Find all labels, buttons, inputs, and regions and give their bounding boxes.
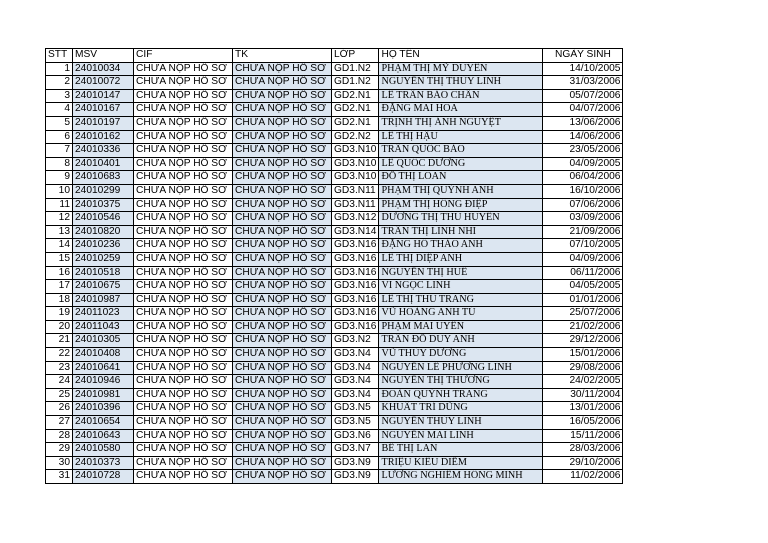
cell-stt[interactable]: 19 [46,307,73,321]
table-row [46,252,623,266]
cell-tk[interactable]: CHƯA NỘP HỒ SƠ [233,76,332,90]
cell-stt[interactable]: 8 [46,157,73,171]
cell-tk[interactable]: CHƯA NỘP HỒ SƠ [233,307,332,321]
table-row [46,470,623,484]
cell-lop[interactable]: GD3.N4 [332,388,379,402]
cell-msv[interactable]: 24010396 [73,402,134,416]
cell-msv[interactable]: 24010408 [73,348,134,362]
cell-msv[interactable]: 24010072 [73,76,134,90]
cell-cif[interactable]: CHƯA NỘP HỒ SƠ [134,470,233,484]
cell-ngay-sinh[interactable]: 31/03/2006 [543,76,623,90]
cell-ho-ten[interactable]: NGUYỄN THỊ THÙY LINH [379,76,543,90]
cell-cif[interactable]: CHƯA NỘP HỒ SƠ [134,388,233,402]
cell-lop[interactable]: GD3.N9 [332,470,379,484]
cell-cif[interactable]: CHƯA NỘP HỒ SƠ [134,62,233,76]
cell-lop[interactable]: GD3.N16 [332,307,379,321]
table-row [46,239,623,253]
table-row [46,225,623,239]
cell-lop[interactable]: GD3.N6 [332,429,379,443]
table-row [46,456,623,470]
cell-tk[interactable]: CHƯA NỘP HỒ SƠ [233,334,332,348]
cell-tk[interactable]: CHƯA NỘP HỒ SƠ [233,348,332,362]
cell-stt[interactable]: 11 [46,198,73,212]
cell-lop[interactable]: GD3.N12 [332,212,379,226]
table-row [46,184,623,198]
cell-ngay-sinh[interactable]: 11/02/2006 [543,470,623,484]
cell-stt[interactable]: 7 [46,144,73,158]
cell-msv[interactable]: 24010147 [73,89,134,103]
cell-cif[interactable]: CHƯA NỘP HỒ SƠ [134,266,233,280]
cell-lop[interactable]: GD3.N4 [332,348,379,362]
cell-cif[interactable]: CHƯA NỘP HỒ SƠ [134,171,233,185]
cell-cif[interactable]: CHƯA NỘP HỒ SƠ [134,130,233,144]
cell-tk[interactable]: CHƯA NỘP HỒ SƠ [233,252,332,266]
cell-msv[interactable]: 24010236 [73,239,134,253]
cell-ngay-sinh[interactable]: 16/10/2006 [543,184,623,198]
cell-ho-ten[interactable]: LÊ THỊ HẬU [379,130,543,144]
cell-lop[interactable]: GD3.N16 [332,280,379,294]
cell-ngay-sinh[interactable]: 04/07/2006 [543,103,623,117]
cell-stt[interactable]: 24 [46,375,73,389]
student-table [45,48,623,484]
cell-lop[interactable]: GD3.N16 [332,239,379,253]
cell-stt[interactable]: 16 [46,266,73,280]
cell-msv[interactable]: 24010683 [73,171,134,185]
cell-msv[interactable]: 24011023 [73,307,134,321]
cell-msv[interactable]: 24010259 [73,252,134,266]
cell-tk[interactable]: CHƯA NỘP HỒ SƠ [233,130,332,144]
table-row [46,443,623,457]
cell-msv[interactable]: 24010197 [73,116,134,130]
cell-ngay-sinh[interactable]: 28/03/2006 [543,443,623,457]
cell-tk[interactable]: CHƯA NỘP HỒ SƠ [233,62,332,76]
cell-stt[interactable]: 28 [46,429,73,443]
cell-cif[interactable]: CHƯA NỘP HỒ SƠ [134,416,233,430]
table-row [46,293,623,307]
table-row [46,144,623,158]
cell-lop[interactable]: GD2.N1 [332,89,379,103]
cell-ho-ten[interactable]: PHẠM THỊ HỒNG ĐIỆP [379,198,543,212]
cell-ho-ten[interactable]: VI NGỌC LINH [379,280,543,294]
cell-msv[interactable]: 24010518 [73,266,134,280]
table-row [46,130,623,144]
cell-msv[interactable]: 24010728 [73,470,134,484]
cell-lop[interactable]: GD3.N11 [332,198,379,212]
cell-lop[interactable]: GD3.N5 [332,416,379,430]
cell-cif[interactable]: CHƯA NỘP HỒ SƠ [134,76,233,90]
table-row [46,116,623,130]
cell-tk[interactable]: CHƯA NỘP HỒ SƠ [233,198,332,212]
cell-stt[interactable]: 31 [46,470,73,484]
cell-ho-ten[interactable]: PHẠM MAI UYÊN [379,320,543,334]
cell-tk[interactable]: CHƯA NỘP HỒ SƠ [233,116,332,130]
cell-tk[interactable]: CHƯA NỘP HỒ SƠ [233,429,332,443]
cell-ngay-sinh[interactable]: 13/06/2006 [543,116,623,130]
cell-ngay-sinh[interactable]: 29/08/2006 [543,361,623,375]
header-ho-ten[interactable]: HỌ TÊN [379,49,543,63]
cell-ho-ten[interactable]: TRỊNH THỊ ÁNH NGUYỆT [379,116,543,130]
header-stt[interactable]: STT [46,49,73,63]
cell-ngay-sinh[interactable]: 03/09/2006 [543,212,623,226]
cell-cif[interactable]: CHƯA NỘP HỒ SƠ [134,456,233,470]
cell-lop[interactable]: GD3.N4 [332,375,379,389]
cell-ho-ten[interactable]: VŨ HOÀNG ANH TÚ [379,307,543,321]
cell-ngay-sinh[interactable]: 06/04/2006 [543,171,623,185]
cell-stt[interactable]: 27 [46,416,73,430]
cell-cif[interactable]: CHƯA NỘP HỒ SƠ [134,198,233,212]
cell-ho-ten[interactable]: ĐOÀN QUỲNH TRANG [379,388,543,402]
cell-cif[interactable]: CHƯA NỘP HỒ SƠ [134,184,233,198]
cell-stt[interactable]: 30 [46,456,73,470]
cell-ho-ten[interactable]: NGUYỄN MAI LINH [379,429,543,443]
cell-msv[interactable]: 24010643 [73,429,134,443]
cell-tk[interactable]: CHƯA NỘP HỒ SƠ [233,89,332,103]
table-row [46,402,623,416]
cell-lop[interactable]: GD3.N11 [332,184,379,198]
cell-msv[interactable]: 24011043 [73,320,134,334]
cell-stt[interactable]: 5 [46,116,73,130]
cell-ho-ten[interactable]: VŨ THÙY DƯƠNG [379,348,543,362]
header-cif[interactable]: CIF [134,49,233,63]
header-lop[interactable]: LỚP [332,49,379,63]
cell-tk[interactable]: CHƯA NỘP HỒ SƠ [233,320,332,334]
cell-stt[interactable]: 17 [46,280,73,294]
cell-msv[interactable]: 24010299 [73,184,134,198]
cell-ngay-sinh[interactable]: 29/12/2006 [543,334,623,348]
cell-tk[interactable]: CHƯA NỘP HỒ SƠ [233,443,332,457]
table-row [46,198,623,212]
cell-ngay-sinh[interactable]: 01/01/2006 [543,293,623,307]
cell-cif[interactable]: CHƯA NỘP HỒ SƠ [134,103,233,117]
cell-ngay-sinh[interactable]: 25/07/2006 [543,307,623,321]
cell-tk[interactable]: CHƯA NỘP HỒ SƠ [233,361,332,375]
cell-stt[interactable]: 23 [46,361,73,375]
table-row [46,361,623,375]
cell-msv[interactable]: 24010167 [73,103,134,117]
cell-cif[interactable]: CHƯA NỘP HỒ SƠ [134,348,233,362]
cell-cif[interactable]: CHƯA NỘP HỒ SƠ [134,320,233,334]
cell-tk[interactable]: CHƯA NỘP HỒ SƠ [233,184,332,198]
cell-tk[interactable]: CHƯA NỘP HỒ SƠ [233,416,332,430]
cell-ho-ten[interactable]: PHẠM THỊ QUỲNH ANH [379,184,543,198]
cell-lop[interactable]: GD3.N2 [332,334,379,348]
cell-ngay-sinh[interactable]: 21/02/2006 [543,320,623,334]
cell-ho-ten[interactable]: TRẦN ĐỖ DUY ANH [379,334,543,348]
cell-ngay-sinh[interactable]: 04/09/2005 [543,157,623,171]
table-row [46,89,623,103]
table-row [46,320,623,334]
cell-stt[interactable]: 3 [46,89,73,103]
cell-tk[interactable]: CHƯA NỘP HỒ SƠ [233,293,332,307]
cell-ho-ten[interactable]: ĐẶNG MAI HOA [379,103,543,117]
cell-stt[interactable]: 25 [46,388,73,402]
table-row [46,76,623,90]
cell-ngay-sinh[interactable]: 13/01/2006 [543,402,623,416]
header-ngay-sinh[interactable]: NGÀY SINH [543,49,623,63]
cell-lop[interactable]: GD3.N16 [332,320,379,334]
cell-ngay-sinh[interactable]: 05/07/2006 [543,89,623,103]
cell-msv[interactable]: 24010373 [73,456,134,470]
cell-ngay-sinh[interactable]: 21/09/2006 [543,225,623,239]
table-row [46,416,623,430]
cell-ho-ten[interactable]: NGUYỄN THỊ THƯƠNG [379,375,543,389]
cell-tk[interactable]: CHƯA NỘP HỒ SƠ [233,157,332,171]
cell-stt[interactable]: 26 [46,402,73,416]
cell-lop[interactable]: GD3.N10 [332,171,379,185]
cell-cif[interactable]: CHƯA NỘP HỒ SƠ [134,293,233,307]
cell-lop[interactable]: GD3.N16 [332,266,379,280]
table-row [46,348,623,362]
header-tk[interactable]: TK [233,49,332,63]
table-row [46,280,623,294]
cell-lop[interactable]: GD3.N7 [332,443,379,457]
cell-stt[interactable]: 4 [46,103,73,117]
cell-cif[interactable]: CHƯA NỘP HỒ SƠ [134,239,233,253]
cell-lop[interactable]: GD3.N16 [332,252,379,266]
cell-lop[interactable]: GD3.N10 [332,157,379,171]
cell-msv[interactable]: 24010375 [73,198,134,212]
cell-ngay-sinh[interactable]: 16/05/2006 [543,416,623,430]
cell-msv[interactable]: 24010946 [73,375,134,389]
cell-ngay-sinh[interactable]: 30/11/2004 [543,388,623,402]
cell-tk[interactable]: CHƯA NỘP HỒ SƠ [233,375,332,389]
cell-stt[interactable]: 2 [46,76,73,90]
cell-stt[interactable]: 21 [46,334,73,348]
cell-ho-ten[interactable]: ĐẶNG HỒ THẢO ANH [379,239,543,253]
table-row [46,157,623,171]
cell-cif[interactable]: CHƯA NỘP HỒ SƠ [134,402,233,416]
cell-cif[interactable]: CHƯA NỘP HỒ SƠ [134,307,233,321]
cell-ngay-sinh[interactable]: 15/11/2006 [543,429,623,443]
cell-msv[interactable]: 24010546 [73,212,134,226]
cell-ngay-sinh[interactable]: 14/06/2006 [543,130,623,144]
cell-stt[interactable]: 12 [46,212,73,226]
cell-msv[interactable]: 24010820 [73,225,134,239]
cell-msv[interactable]: 24010401 [73,157,134,171]
cell-ho-ten[interactable]: ĐỖ THỊ LOAN [379,171,543,185]
cell-ho-ten[interactable]: LÊ THỊ DIỆP ANH [379,252,543,266]
cell-tk[interactable]: CHƯA NỘP HỒ SƠ [233,456,332,470]
cell-lop[interactable]: GD1.N2 [332,76,379,90]
cell-msv[interactable]: 24010336 [73,144,134,158]
cell-ngay-sinh[interactable]: 29/10/2006 [543,456,623,470]
cell-lop[interactable]: GD3.N16 [332,293,379,307]
cell-ngay-sinh[interactable]: 14/10/2005 [543,62,623,76]
cell-cif[interactable]: CHƯA NỘP HỒ SƠ [134,443,233,457]
cell-cif[interactable]: CHƯA NỘP HỒ SƠ [134,212,233,226]
cell-stt[interactable]: 1 [46,62,73,76]
cell-ngay-sinh[interactable]: 04/09/2006 [543,252,623,266]
cell-ngay-sinh[interactable]: 04/05/2005 [543,280,623,294]
cell-cif[interactable]: CHƯA NỘP HỒ SƠ [134,116,233,130]
cell-ho-ten[interactable]: BẾ THỊ LAN [379,443,543,457]
cell-tk[interactable]: CHƯA NỘP HỒ SƠ [233,212,332,226]
table-row [46,375,623,389]
cell-ho-ten[interactable]: TRẦN THỊ LINH NHI [379,225,543,239]
cell-cif[interactable]: CHƯA NỘP HỒ SƠ [134,375,233,389]
cell-stt[interactable]: 18 [46,293,73,307]
cell-cif[interactable]: CHƯA NỘP HỒ SƠ [134,225,233,239]
cell-msv[interactable]: 24010305 [73,334,134,348]
table-row [46,334,623,348]
cell-cif[interactable]: CHƯA NỘP HỒ SƠ [134,429,233,443]
table-row [46,266,623,280]
cell-tk[interactable]: CHƯA NỘP HỒ SƠ [233,280,332,294]
cell-ho-ten[interactable]: PHẠM THỊ MỸ DUYÊN [379,62,543,76]
cell-lop[interactable]: GD2.N1 [332,116,379,130]
cell-ho-ten[interactable]: NGUYỄN THỊ HUẾ [379,266,543,280]
cell-lop[interactable]: GD3.N10 [332,144,379,158]
cell-stt[interactable]: 10 [46,184,73,198]
cell-msv[interactable]: 24010981 [73,388,134,402]
cell-ho-ten[interactable]: LÊ QUỐC DƯƠNG [379,157,543,171]
cell-stt[interactable]: 15 [46,252,73,266]
cell-lop[interactable]: GD3.N4 [332,361,379,375]
cell-tk[interactable]: CHƯA NỘP HỒ SƠ [233,402,332,416]
cell-lop[interactable]: GD1.N2 [332,62,379,76]
cell-cif[interactable]: CHƯA NỘP HỒ SƠ [134,334,233,348]
header-row [46,49,623,63]
cell-stt[interactable]: 9 [46,171,73,185]
cell-cif[interactable]: CHƯA NỘP HỒ SƠ [134,280,233,294]
cell-tk[interactable]: CHƯA NỘP HỒ SƠ [233,266,332,280]
table-row [46,62,623,76]
table-row [46,388,623,402]
cell-stt[interactable]: 13 [46,225,73,239]
cell-msv[interactable]: 24010675 [73,280,134,294]
cell-msv[interactable]: 24010162 [73,130,134,144]
cell-tk[interactable]: CHƯA NỘP HỒ SƠ [233,470,332,484]
cell-ngay-sinh[interactable]: 06/11/2006 [543,266,623,280]
cell-cif[interactable]: CHƯA NỘP HỒ SƠ [134,361,233,375]
cell-ho-ten[interactable]: TRIỆU KIỀU DIỄM [379,456,543,470]
cell-msv[interactable]: 24010987 [73,293,134,307]
cell-stt[interactable]: 14 [46,239,73,253]
table-row [46,212,623,226]
cell-msv[interactable]: 24010641 [73,361,134,375]
cell-ngay-sinh[interactable]: 24/02/2005 [543,375,623,389]
cell-cif[interactable]: CHƯA NỘP HỒ SƠ [134,144,233,158]
cell-tk[interactable]: CHƯA NỘP HỒ SƠ [233,103,332,117]
cell-ho-ten[interactable]: DƯƠNG THỊ THU HUYỀN [379,212,543,226]
cell-cif[interactable]: CHƯA NỘP HỒ SƠ [134,157,233,171]
table-row [46,103,623,117]
table-row [46,429,623,443]
cell-ho-ten[interactable]: KHUẤT TRÍ DŨNG [379,402,543,416]
cell-lop[interactable]: GD3.N5 [332,402,379,416]
cell-ngay-sinh[interactable]: 07/10/2005 [543,239,623,253]
cell-cif[interactable]: CHƯA NỘP HỒ SƠ [134,89,233,103]
cell-lop[interactable]: GD2.N1 [332,103,379,117]
table-row [46,171,623,185]
cell-ho-ten[interactable]: TRẦN QUỐC BẢO [379,144,543,158]
cell-cif[interactable]: CHƯA NỘP HỒ SƠ [134,252,233,266]
cell-lop[interactable]: GD2.N2 [332,130,379,144]
cell-stt[interactable]: 22 [46,348,73,362]
cell-stt[interactable]: 29 [46,443,73,457]
cell-ho-ten[interactable]: LÊ THỊ THU TRANG [379,293,543,307]
cell-ho-ten[interactable]: NGUYỄN LÊ PHƯƠNG LINH [379,361,543,375]
header-msv[interactable]: MSV [73,49,134,63]
cell-tk[interactable]: CHƯA NỘP HỒ SƠ [233,144,332,158]
cell-msv[interactable]: 24010654 [73,416,134,430]
cell-ngay-sinh[interactable]: 07/06/2006 [543,198,623,212]
cell-tk[interactable]: CHƯA NỘP HỒ SƠ [233,388,332,402]
cell-ngay-sinh[interactable]: 15/01/2006 [543,348,623,362]
cell-ngay-sinh[interactable]: 23/05/2006 [543,144,623,158]
cell-tk[interactable]: CHƯA NỘP HỒ SƠ [233,171,332,185]
cell-ho-ten[interactable]: LƯƠNG NGHIÊM HỒNG MINH [379,470,543,484]
cell-lop[interactable]: GD3.N14 [332,225,379,239]
cell-tk[interactable]: CHƯA NỘP HỒ SƠ [233,239,332,253]
cell-stt[interactable]: 20 [46,320,73,334]
table-row [46,307,623,321]
cell-tk[interactable]: CHƯA NỘP HỒ SƠ [233,225,332,239]
cell-msv[interactable]: 24010034 [73,62,134,76]
cell-ho-ten[interactable]: NGUYỄN THÙY LINH [379,416,543,430]
cell-msv[interactable]: 24010580 [73,443,134,457]
cell-lop[interactable]: GD3.N9 [332,456,379,470]
cell-stt[interactable]: 6 [46,130,73,144]
cell-ho-ten[interactable]: LÊ TRẦN BẢO CHÂN [379,89,543,103]
